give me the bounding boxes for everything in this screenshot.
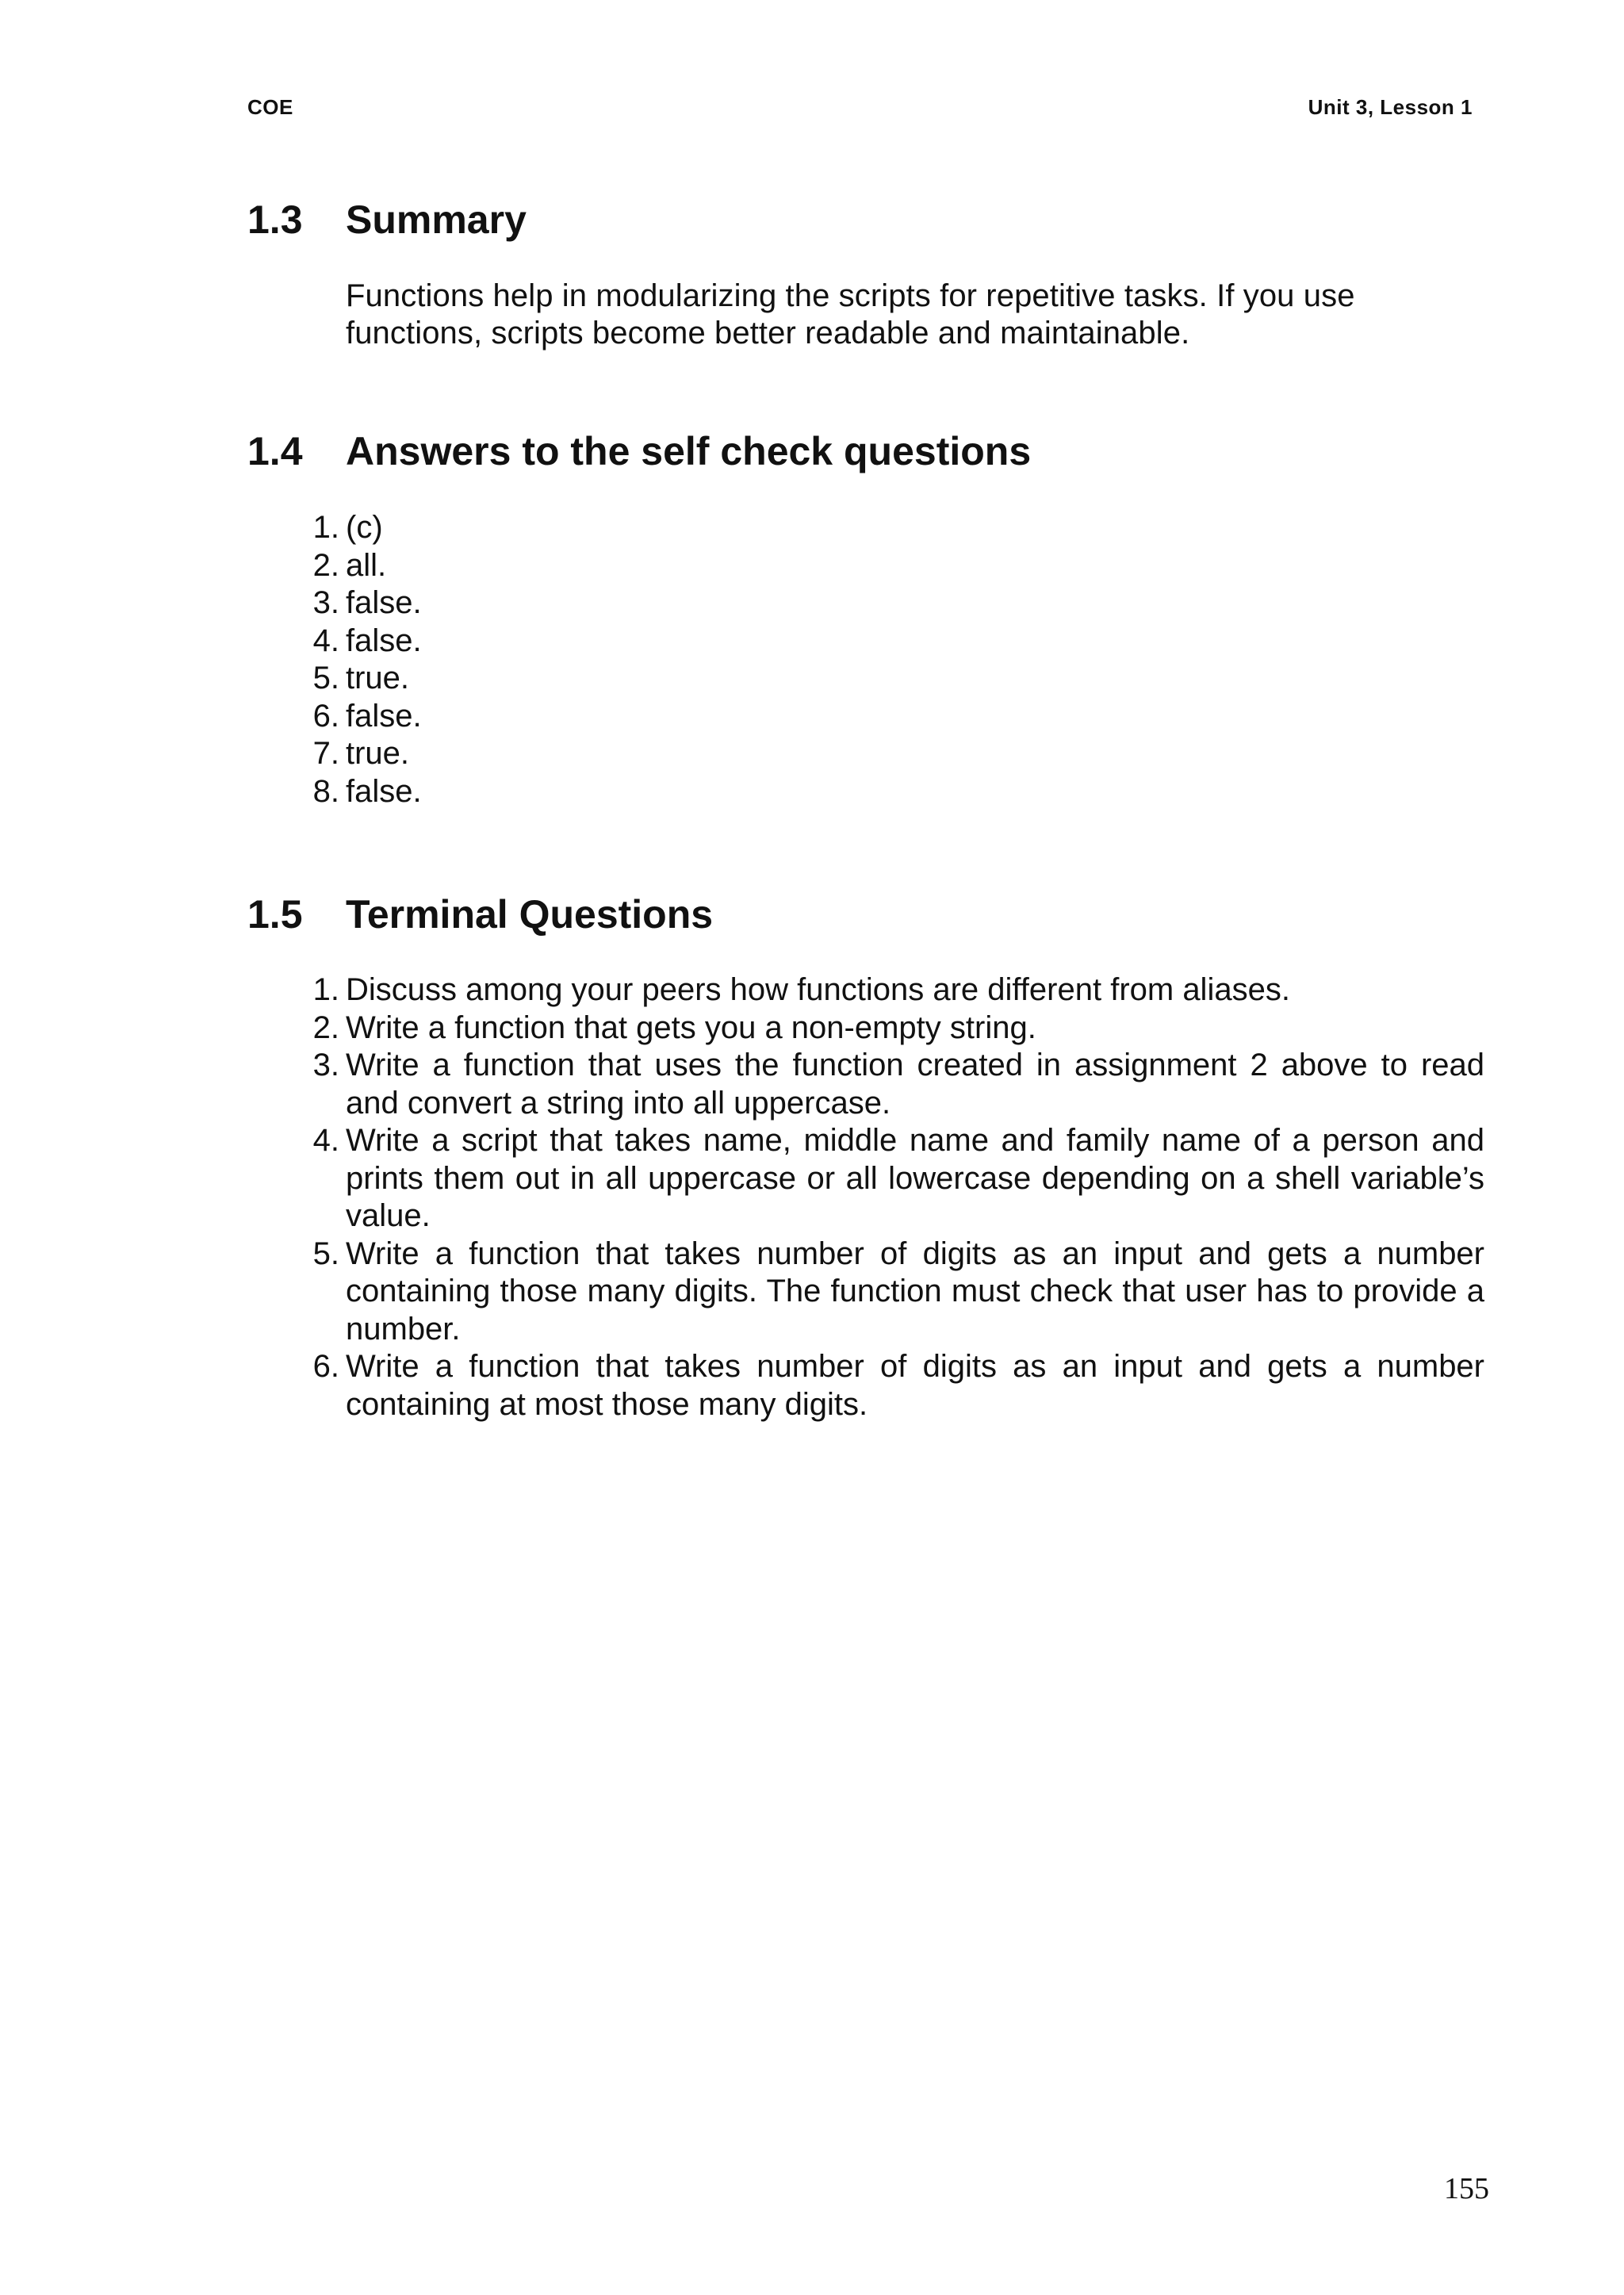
list-item: [247, 547, 1484, 585]
list-marker: 3.: [312, 1048, 339, 1082]
summary-paragraph: Functions help in modularizing the scripts for repetitive tasks. If you use functions, scripts become better readable and maintainable.: [346, 278, 1355, 351]
list-item: [247, 773, 1484, 811]
list-marker: 6.: [312, 698, 339, 734]
list-marker: 1.: [312, 972, 339, 1007]
list-marker: 6.: [312, 1349, 339, 1384]
answers-list: [247, 509, 1484, 810]
page-number: 155: [1444, 2172, 1489, 2205]
list-marker: 3.: [312, 585, 339, 620]
list-marker: 5.: [312, 661, 339, 695]
list-item-text: false.: [346, 698, 422, 734]
list-item-text: false.: [346, 623, 422, 658]
list-item-text: false.: [346, 585, 422, 620]
list-item-text: true.: [346, 736, 410, 771]
list-item-text: Write a function that gets you a non-empty string.: [346, 1010, 1036, 1045]
list-marker: 5.: [312, 1236, 339, 1271]
list-item-text: (c): [346, 510, 383, 545]
list-item: [247, 1122, 1484, 1236]
list-item: [247, 1348, 1484, 1423]
section-answers: [247, 427, 1484, 809]
list-marker: 2.: [312, 1010, 339, 1045]
list-item: [247, 698, 1484, 736]
list-item: [247, 971, 1484, 1010]
list-marker: 8.: [312, 773, 339, 809]
list-item-text: true.: [346, 661, 410, 695]
list-item-text: Write a function that uses the function created in assignment 2 above to read and convert a string into all uppercase.: [346, 1048, 1484, 1121]
header-course-code: COE: [247, 95, 293, 119]
list-item-text: Write a script that takes name, middle name and family name of a person and prints them out in all uppercase or all lowercase depending on a shell variable’s value.: [346, 1123, 1484, 1233]
section-heading: [247, 427, 1484, 476]
section-title: Terminal Questions: [346, 892, 714, 937]
list-marker: 4.: [312, 623, 339, 658]
section-heading: [247, 195, 1484, 244]
section-heading: [247, 890, 1484, 939]
list-marker: 4.: [312, 1123, 339, 1158]
list-item-text: Write a function that takes number of digits as an input and gets a number containing at most those many digits.: [346, 1349, 1484, 1422]
section-title: Summary: [346, 197, 527, 242]
section-summary: [247, 195, 1484, 351]
list-item: [247, 509, 1484, 547]
list-marker: 1.: [312, 510, 339, 545]
section-number: 1.4: [247, 429, 303, 473]
list-item: [247, 584, 1484, 623]
section-title: Answers to the self check questions: [346, 429, 1032, 473]
list-item: [247, 660, 1484, 698]
terminal-questions-list: [247, 971, 1484, 1423]
list-item: [247, 1236, 1484, 1349]
list-item-text: Write a function that takes number of digits as an input and gets a number containing those many digits. The function must check that user has to provide a number.: [346, 1236, 1484, 1347]
list-item: [247, 1010, 1484, 1048]
list-item: [247, 1047, 1484, 1122]
list-item-text: all.: [346, 547, 387, 583]
list-item-text: false.: [346, 773, 422, 809]
list-item: [247, 623, 1484, 661]
list-marker: 7.: [312, 736, 339, 771]
list-item: [247, 735, 1484, 773]
section-number: 1.3: [247, 197, 303, 242]
list-item-text: Discuss among your peers how functions are different from aliases.: [346, 972, 1290, 1007]
section-number: 1.5: [247, 892, 303, 937]
section-terminal-questions: [247, 890, 1484, 1422]
list-marker: 2.: [312, 547, 339, 583]
header-unit-lesson: Unit 3, Lesson 1: [1308, 95, 1473, 119]
